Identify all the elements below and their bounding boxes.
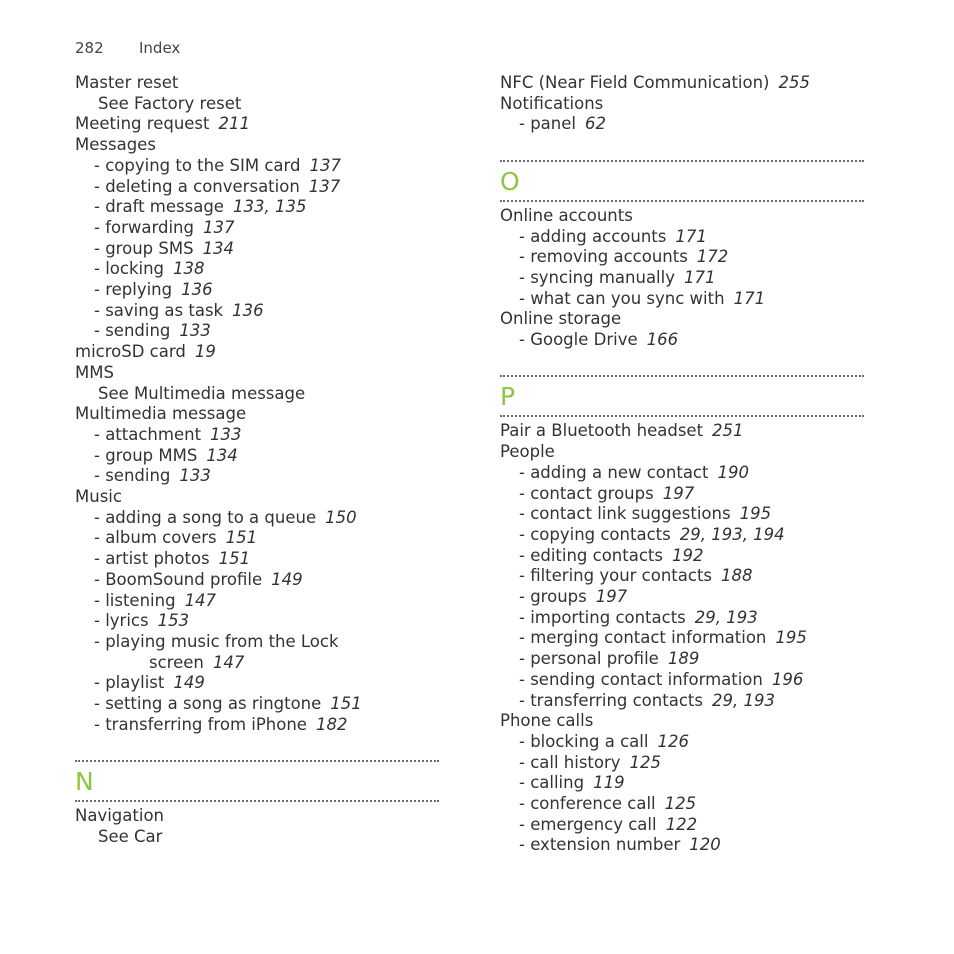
index-subentry (75, 446, 439, 467)
page-reference: 137 (309, 155, 341, 175)
index-subentry (75, 591, 439, 612)
page-reference: 125 (629, 752, 662, 772)
index-subentry (75, 715, 439, 736)
entry-term: - copying contacts (519, 524, 671, 544)
entry-term: - copying to the SIM card (94, 155, 301, 175)
index-subentry (75, 197, 439, 218)
entry-term: - sending contact information (519, 669, 763, 689)
entry-term: - group SMS (94, 238, 194, 258)
entry-term: - what can you sync with (519, 288, 725, 308)
page-reference: 134 (206, 445, 238, 465)
dotted-divider (500, 415, 864, 417)
dotted-divider (500, 200, 864, 202)
entry-term: Navigation (75, 806, 164, 826)
entry-term: - adding a new contact (519, 462, 709, 482)
entry-term: See Car (98, 826, 163, 846)
page-reference: 29, 193 (694, 607, 758, 627)
index-subentry (500, 484, 864, 505)
page-reference: 133 (179, 321, 211, 341)
entry-term: - transferring from iPhone (94, 714, 307, 734)
index-subentry (75, 301, 439, 322)
entry-term: - listening (94, 590, 176, 610)
index-subentry (500, 463, 864, 484)
entry-term: - group MMS (94, 445, 198, 465)
index-subentry (75, 466, 439, 487)
index-subentry (500, 114, 864, 135)
entry-term: - groups (519, 587, 587, 607)
page-reference: 197 (662, 483, 695, 503)
entry-term: - deleting a conversation (94, 176, 300, 196)
page-reference: 137 (202, 217, 235, 237)
entry-term: - adding a song to a queue (94, 507, 317, 527)
page-reference: 133, 135 (232, 197, 307, 217)
entry-term: - setting a song as ringtone (94, 694, 322, 714)
section-letter: P (500, 382, 516, 412)
page-reference: 29, 193 (711, 690, 775, 710)
index-subentry (500, 268, 864, 289)
index-subentry (75, 425, 439, 446)
letter-section-heading (500, 160, 864, 202)
index-entry (500, 442, 864, 463)
entry-term: - forwarding (94, 217, 194, 237)
entry-term: - replying (94, 280, 173, 300)
entry-term: - contact link suggestions (519, 504, 731, 524)
entry-term: - personal profile (519, 649, 659, 669)
index-column-left (75, 73, 439, 848)
entry-term: - call history (519, 752, 621, 772)
index-entry (75, 404, 439, 425)
entry-term: - panel (519, 114, 576, 134)
entry-term: Master reset (75, 73, 179, 92)
page-reference: 171 (684, 267, 716, 287)
index-subentry (500, 566, 864, 587)
entry-term: Phone calls (500, 711, 594, 731)
index-entry (500, 206, 864, 227)
entry-term: - contact groups (519, 483, 654, 503)
entry-term: - draft message (94, 197, 224, 217)
page-reference: 255 (778, 73, 810, 92)
entry-term: - Google Drive (519, 330, 638, 350)
entry-term: screen (149, 652, 204, 672)
index-entry (500, 711, 864, 732)
entry-term: - adding accounts (519, 226, 667, 246)
index-entry (75, 73, 439, 94)
page-reference: 211 (218, 114, 250, 134)
index-subentry (500, 227, 864, 248)
index-subentry (500, 504, 864, 525)
entry-term: MMS (75, 362, 114, 382)
index-subentry (500, 691, 864, 712)
index-subentry (75, 239, 439, 260)
page-reference: 120 (689, 835, 721, 855)
index-subentry (75, 321, 439, 342)
page-reference: 189 (667, 649, 700, 669)
page-reference: 190 (717, 462, 749, 482)
entry-term: - merging contact information (519, 628, 767, 648)
see-reference (75, 94, 439, 115)
index-entry (75, 342, 439, 363)
entry-term: - importing contacts (519, 607, 686, 627)
index-entry (500, 421, 864, 442)
entry-term: - extension number (519, 835, 681, 855)
section-title: Index (139, 39, 181, 57)
section-letter: O (500, 166, 520, 196)
page-reference: 126 (657, 731, 689, 751)
page-reference: 122 (665, 814, 698, 834)
index-subentry (500, 815, 864, 836)
entry-term: NFC (Near Field Communication) (500, 73, 770, 92)
index-subentry (500, 330, 864, 351)
entry-term: Music (75, 487, 122, 507)
index-subentry (75, 632, 439, 653)
entry-term: - lyrics (94, 611, 149, 631)
entry-term: - playing music from the Lock (94, 631, 339, 651)
entry-term: - blocking a call (519, 731, 649, 751)
page-reference: 147 (212, 652, 245, 672)
index-subentry (500, 753, 864, 774)
index-subentry (75, 611, 439, 632)
page-reference: 171 (675, 226, 707, 246)
entry-term: - syncing manually (519, 267, 675, 287)
section-letter: N (75, 767, 94, 797)
letter-section-heading (75, 760, 439, 802)
entry-term: - saving as task (94, 300, 224, 320)
entry-term: Online accounts (500, 205, 633, 225)
entry-term: - sending (94, 321, 171, 341)
entry-term: See Factory reset (98, 93, 242, 113)
index-subentry (75, 528, 439, 549)
page-reference: 197 (595, 587, 628, 607)
index-entry (500, 309, 864, 330)
letter-section-heading (500, 375, 864, 417)
entry-term: - locking (94, 259, 165, 279)
entry-term: People (500, 442, 555, 462)
page-reference: 153 (157, 611, 190, 631)
page-number: 282 (75, 39, 104, 57)
page-reference: 133 (179, 466, 211, 486)
index-subentry (500, 546, 864, 567)
entry-term: microSD card (75, 342, 186, 362)
index-subentry (75, 653, 439, 674)
index-subentry (75, 549, 439, 570)
index-subentry (500, 525, 864, 546)
index-subentry (500, 289, 864, 310)
index-subentry (75, 694, 439, 715)
page-reference: 29, 193, 194 (679, 524, 785, 544)
page-reference: 192 (671, 545, 704, 565)
entry-term: - playlist (94, 673, 165, 693)
entry-term: - album covers (94, 528, 217, 548)
index-subentry (500, 773, 864, 794)
page-reference: 136 (232, 300, 264, 320)
index-entry (75, 487, 439, 508)
page-reference: 195 (775, 628, 807, 648)
index-subentry (75, 570, 439, 591)
page-reference: 172 (696, 247, 729, 267)
index-subentry (500, 608, 864, 629)
page-reference: 137 (308, 176, 341, 196)
entry-term: - calling (519, 773, 585, 793)
index-subentry (75, 156, 439, 177)
entry-term: Meeting request (75, 114, 210, 134)
page-reference: 196 (771, 669, 804, 689)
page-header (75, 39, 180, 57)
index-entry (500, 73, 864, 94)
page-reference: 188 (721, 566, 753, 586)
index-subentry (75, 280, 439, 301)
index-column-right (500, 73, 864, 856)
page-reference: 195 (739, 504, 772, 524)
section-spacer (75, 736, 439, 757)
index-subentry (500, 670, 864, 691)
index-subentry (500, 587, 864, 608)
entry-term: See Multimedia message (98, 383, 306, 403)
section-spacer (500, 351, 864, 372)
index-subentry (75, 218, 439, 239)
page-reference: 151 (330, 694, 362, 714)
page-reference: 151 (218, 549, 251, 569)
page-reference: 182 (315, 714, 348, 734)
index-subentry (75, 673, 439, 694)
page-reference: 119 (593, 773, 625, 793)
entry-term: Notifications (500, 93, 604, 113)
entry-term: - filtering your contacts (519, 566, 713, 586)
entry-term: Messages (75, 135, 156, 155)
index-subentry (500, 835, 864, 856)
page-reference: 151 (225, 528, 258, 548)
index-subentry (75, 177, 439, 198)
see-reference (75, 384, 439, 405)
index-entry (75, 135, 439, 156)
index-subentry (75, 259, 439, 280)
entry-term: - removing accounts (519, 247, 688, 267)
page-reference: 136 (181, 280, 213, 300)
index-entry (75, 806, 439, 827)
page-reference: 125 (664, 794, 697, 814)
page-reference: 149 (173, 673, 205, 693)
page-reference: 147 (184, 590, 217, 610)
dotted-divider (75, 800, 439, 802)
page-reference: 166 (646, 330, 679, 350)
index-entry (500, 94, 864, 115)
page-reference: 171 (733, 288, 766, 308)
index-subentry (500, 794, 864, 815)
page-reference: 134 (202, 238, 235, 258)
section-spacer (500, 135, 864, 156)
index-subentry (500, 649, 864, 670)
dotted-divider (75, 760, 439, 762)
page-reference: 62 (584, 114, 606, 134)
index-subentry (500, 628, 864, 649)
dotted-divider (500, 375, 864, 377)
entry-term: Online storage (500, 309, 622, 329)
entry-term: - editing contacts (519, 545, 663, 565)
page-reference: 149 (271, 569, 303, 589)
index-subentry (75, 508, 439, 529)
page-reference: 150 (325, 507, 357, 527)
page-reference: 19 (194, 342, 216, 362)
entry-term: - conference call (519, 794, 656, 814)
entry-term: - BoomSound profile (94, 569, 263, 589)
entry-term: - sending (94, 466, 171, 486)
entry-term: - attachment (94, 424, 202, 444)
page-reference: 133 (210, 424, 242, 444)
entry-term: - transferring contacts (519, 690, 703, 710)
entry-term: Pair a Bluetooth headset (500, 421, 704, 441)
entry-term: - emergency call (519, 814, 657, 834)
index-subentry (500, 247, 864, 268)
index-entry (75, 363, 439, 384)
entry-term: Multimedia message (75, 404, 247, 424)
see-reference (75, 827, 439, 848)
dotted-divider (500, 160, 864, 162)
entry-term: - artist photos (94, 549, 210, 569)
index-subentry (500, 732, 864, 753)
page-reference: 138 (173, 259, 205, 279)
index-entry (75, 114, 439, 135)
page-reference: 251 (712, 421, 744, 441)
